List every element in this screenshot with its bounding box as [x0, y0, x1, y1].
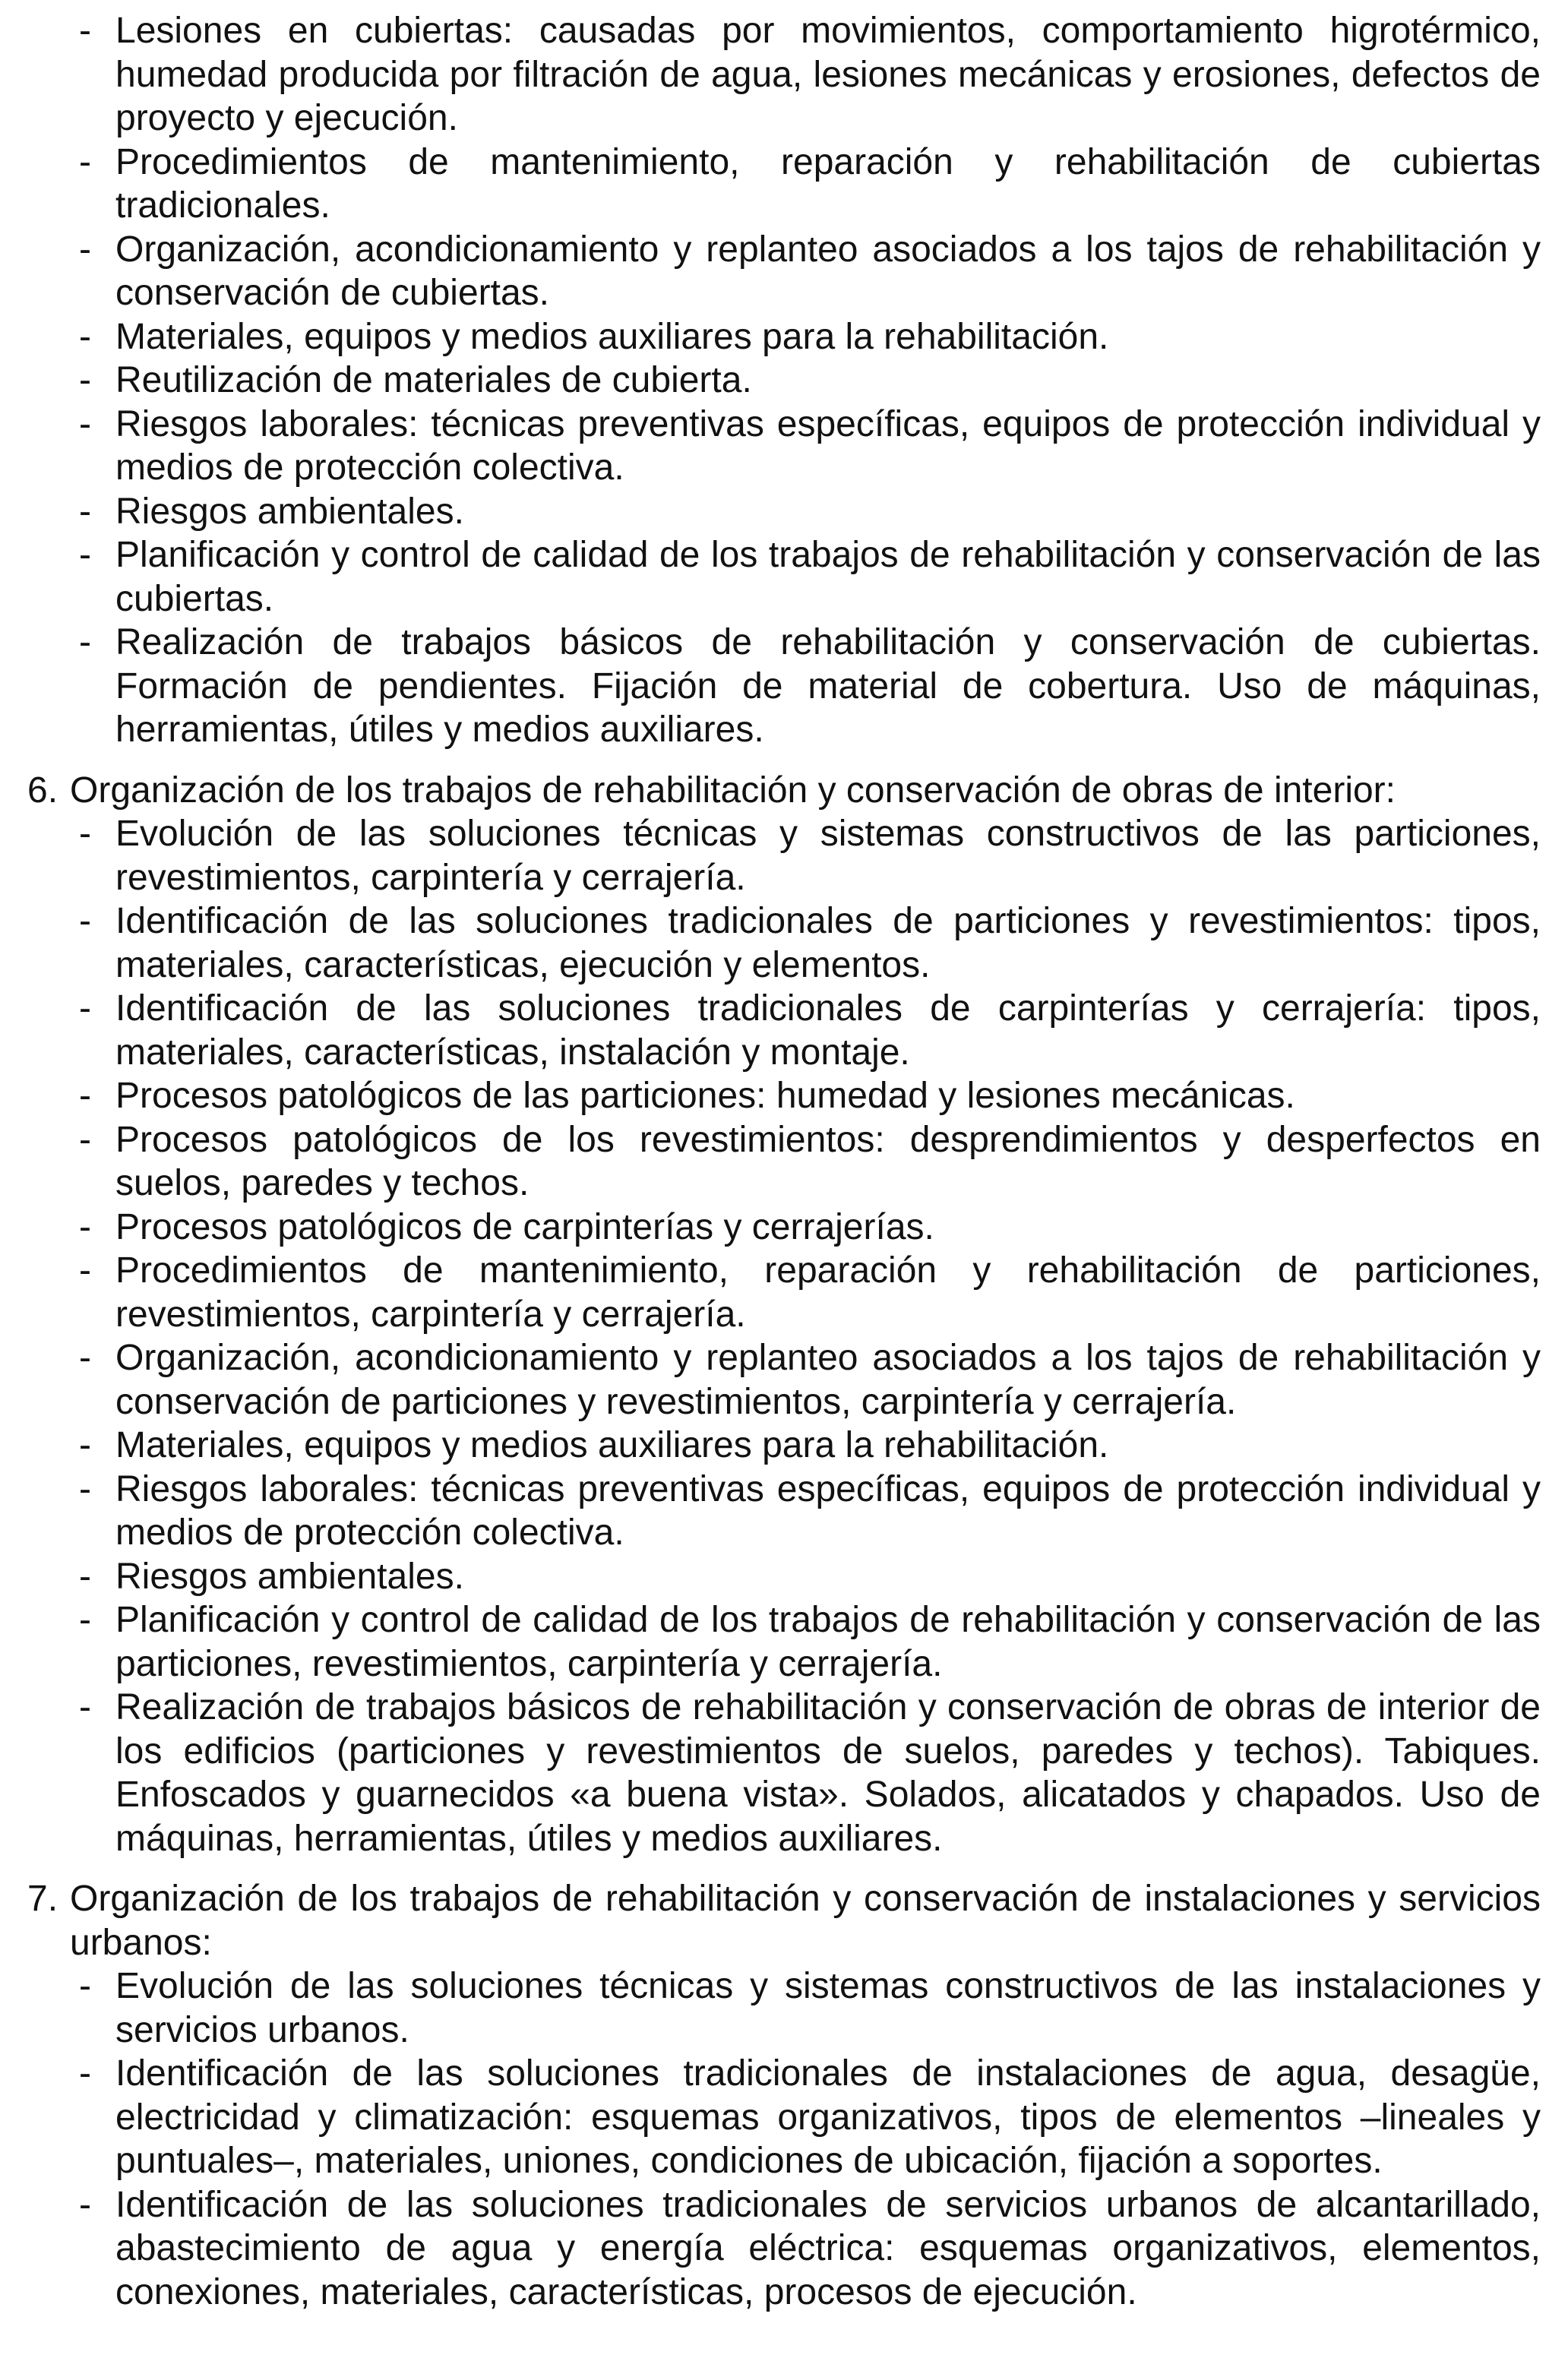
bullet-text: Reutilización de materiales de cubierta.	[115, 360, 752, 400]
bullet-marker: -	[79, 491, 91, 532]
bullet-marker: -	[79, 1600, 91, 1640]
section-title: Organización de los trabajos de rehabilitación y conservación de instalaciones y servicios urbanos:	[70, 1879, 1541, 1963]
bullet-marker: -	[79, 1966, 91, 2006]
bullet-item	[79, 533, 1541, 621]
bullet-item	[79, 2183, 1541, 2315]
bullet-marker: -	[79, 988, 91, 1029]
bullet-marker: -	[79, 1250, 91, 1291]
bullet-text: Procedimientos de mantenimiento, reparación y rehabilitación de particiones, revestimientos, carpintería y cerrajería.	[115, 1250, 1541, 1335]
bullet-item	[79, 228, 1541, 315]
section-heading	[27, 769, 1541, 813]
section-list	[0, 769, 1541, 2315]
bullet-item	[79, 1206, 1541, 1250]
bullet-marker: -	[79, 141, 91, 182]
bullet-marker: -	[79, 1468, 91, 1509]
bullet-marker: -	[79, 2053, 91, 2094]
bullet-text: Evolución de las soluciones técnicas y sistemas constructivos de las particiones, revestimientos, carpintería y cerrajería.	[115, 814, 1541, 898]
bullet-marker: -	[79, 403, 91, 444]
bullet-item	[79, 9, 1541, 141]
bullet-marker: -	[79, 901, 91, 941]
bullet-item	[79, 141, 1541, 228]
bullet-text: Organización, acondicionamiento y replanteo asociados a los tajos de rehabilitación y conservación de particiones y revestimientos, carpintería y cerrajería.	[115, 1338, 1541, 1422]
bullet-text: Planificación y control de calidad de los trabajos de rehabilitación y conservación de las cubiertas.	[115, 535, 1541, 619]
bullet-item	[79, 621, 1541, 752]
bullet-text: Realización de trabajos básicos de rehabilitación y conservación de cubiertas. Formación de pendientes. Fijación de material de cobertura. Uso de máquinas, herramientas, útiles y medios auxiliares.	[115, 622, 1541, 750]
bullet-marker: -	[79, 11, 91, 51]
bullet-item	[79, 1249, 1541, 1336]
bullet-text: Riesgos laborales: técnicas preventivas específicas, equipos de protección individual y medios de protección colectiva.	[115, 403, 1541, 488]
bullet-item	[79, 899, 1541, 987]
bullet-item	[79, 359, 1541, 403]
bullet-marker: -	[79, 1687, 91, 1727]
bullet-text: Riesgos ambientales.	[115, 491, 464, 532]
bullet-item	[79, 403, 1541, 490]
bullet-marker: -	[79, 229, 91, 270]
bullet-text: Procesos patológicos de las particiones: humedad y lesiones mecánicas.	[115, 1076, 1295, 1116]
bullet-item	[79, 1074, 1541, 1118]
bullet-marker: -	[79, 2184, 91, 2225]
bullet-item	[79, 1424, 1541, 1468]
bullet-item	[79, 812, 1541, 899]
bullet-item	[79, 1598, 1541, 1686]
bullet-marker: -	[79, 1425, 91, 1465]
bullet-item	[79, 1118, 1541, 1206]
bullet-item	[79, 1555, 1541, 1599]
bullet-text: Lesiones en cubiertas: causadas por movimientos, comportamiento higrotérmico, humedad producida por filtración de agua, lesiones mecánicas y erosiones, defectos de proyecto y ejecución.	[115, 11, 1541, 138]
bullet-item	[79, 987, 1541, 1074]
section-7	[0, 1877, 1541, 2314]
bullet-text: Identificación de las soluciones tradicionales de particiones y revestimientos: tipos, materiales, características, ejecución y elementos.	[115, 901, 1541, 985]
bullet-item	[79, 315, 1541, 359]
section-number: 6.	[27, 770, 58, 811]
bullet-text: Procedimientos de mantenimiento, reparación y rehabilitación de cubiertas tradicionales.	[115, 141, 1541, 226]
bullet-text: Identificación de las soluciones tradicionales de carpinterías y cerrajería: tipos, materiales, características, instalación y montaje.	[115, 988, 1541, 1073]
bullet-marker: -	[79, 1338, 91, 1378]
continued-bullet-list	[0, 9, 1541, 752]
section-6	[0, 769, 1541, 1861]
bullet-text: Identificación de las soluciones tradicionales de instalaciones de agua, desagüe, electricidad y climatización: esquemas organizativos, tipos de elementos –lineales y puntuales–, materiales, uniones, condiciones de ubicación, fijación a soportes.	[115, 2053, 1541, 2181]
bullet-text: Materiales, equipos y medios auxiliares para la rehabilitación.	[115, 316, 1109, 357]
bullet-marker: -	[79, 1206, 91, 1247]
bullet-text: Materiales, equipos y medios auxiliares para la rehabilitación.	[115, 1425, 1109, 1465]
bullet-text: Organización, acondicionamiento y replanteo asociados a los tajos de rehabilitación y conservación de cubiertas.	[115, 229, 1541, 313]
bullet-item	[79, 490, 1541, 534]
bullet-marker: -	[79, 814, 91, 854]
bullet-marker: -	[79, 1556, 91, 1597]
bullet-marker: -	[79, 535, 91, 575]
section-bullet-list	[0, 1964, 1541, 2314]
bullet-text: Realización de trabajos básicos de rehabilitación y conservación de obras de interior de los edificios (particiones y revestimientos de suelos, paredes y techos). Tabiques. Enfoscados y guarnecidos «a buena vista». Solados, alicatados y chapados. Uso de máquinas, herramientas, útiles y medios auxiliares.	[115, 1687, 1541, 1859]
section-title: Organización de los trabajos de rehabilitación y conservación de obras de interior:	[70, 770, 1396, 811]
section-heading	[27, 1877, 1541, 1964]
bullet-item	[79, 1336, 1541, 1424]
bullet-marker: -	[79, 1119, 91, 1160]
bullet-text: Evolución de las soluciones técnicas y sistemas constructivos de las instalaciones y servicios urbanos.	[115, 1966, 1541, 2050]
section-bullet-list	[0, 812, 1541, 1860]
bullet-item	[79, 1964, 1541, 2052]
bullet-item	[79, 1468, 1541, 1555]
bullet-marker: -	[79, 622, 91, 662]
bullet-text: Procesos patológicos de carpinterías y cerrajerías.	[115, 1206, 934, 1247]
bullet-marker: -	[79, 1076, 91, 1116]
bullet-marker: -	[79, 360, 91, 400]
bullet-text: Planificación y control de calidad de los trabajos de rehabilitación y conservación de las particiones, revestimientos, carpintería y cerrajería.	[115, 1600, 1541, 1684]
bullet-item	[79, 1686, 1541, 1860]
bullet-text: Riesgos laborales: técnicas preventivas específicas, equipos de protección individual y medios de protección colectiva.	[115, 1468, 1541, 1553]
bullet-text: Identificación de las soluciones tradicionales de servicios urbanos de alcantarillado, abastecimiento de agua y energía eléctrica: esquemas organizativos, elementos, conexiones, materiales, características, procesos de ejecución.	[115, 2184, 1541, 2312]
section-number: 7.	[27, 1879, 58, 1919]
bullet-text: Riesgos ambientales.	[115, 1556, 464, 1597]
bullet-item	[79, 2052, 1541, 2183]
bullet-text: Procesos patológicos de los revestimientos: desprendimientos y desperfectos en suelos, paredes y techos.	[115, 1119, 1541, 1203]
bullet-marker: -	[79, 316, 91, 357]
